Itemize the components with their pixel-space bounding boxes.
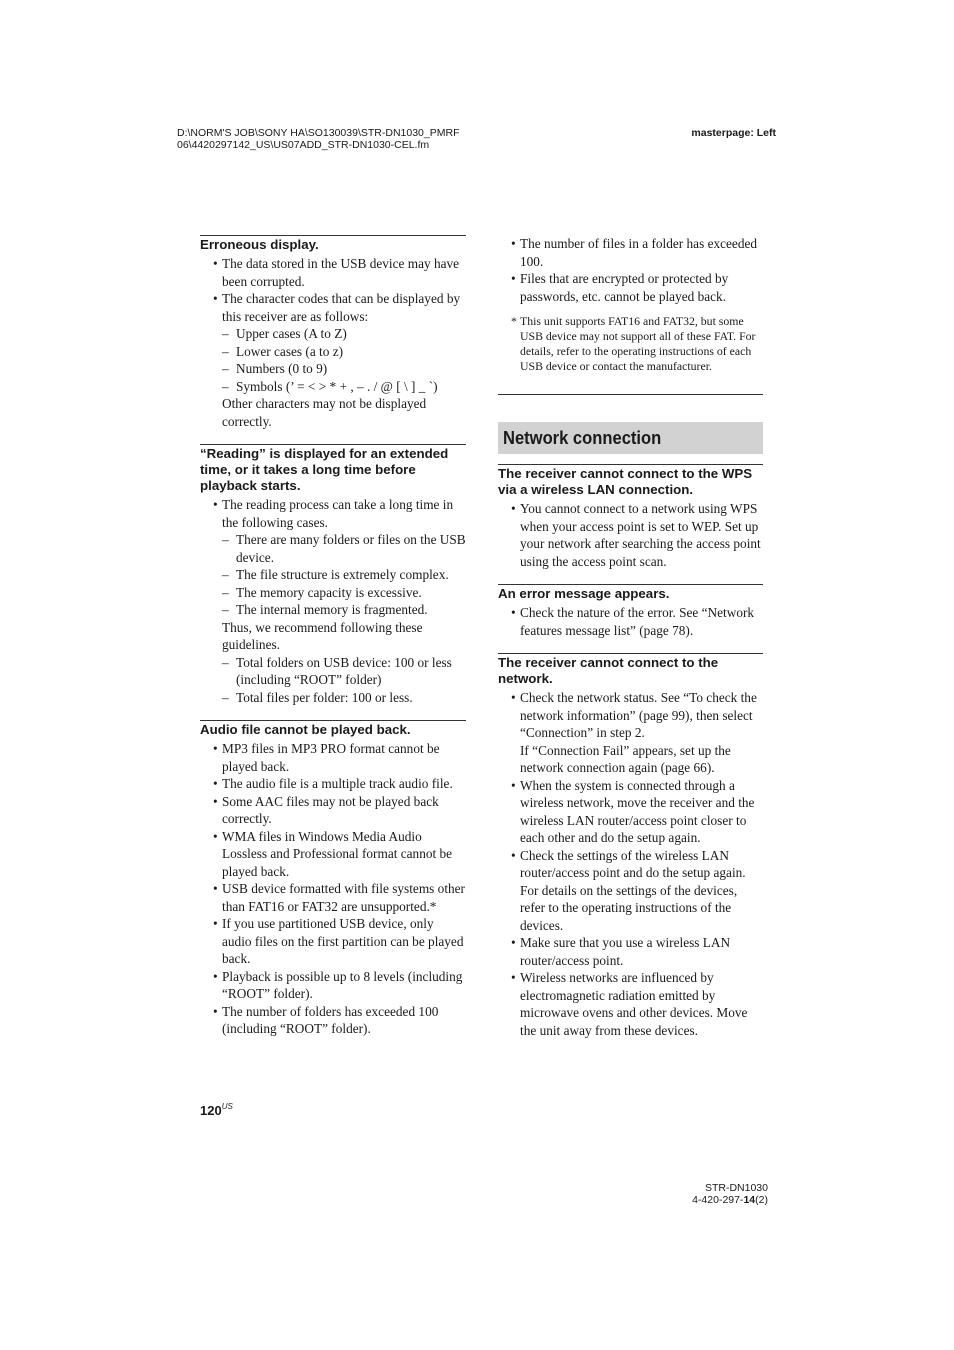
section-title: An error message appears. (498, 586, 670, 601)
model-name: STR-DN1030 (704, 1182, 768, 1194)
dash-item: – Total files per folder: 100 or less. (200, 689, 466, 707)
masterpage-label: masterpage: Left (691, 127, 776, 139)
dash-item: – Lower cases (a to z) (200, 343, 466, 361)
dash-item: – The internal memory is fragmented. (200, 601, 466, 619)
bullet-item: • When the system is connected through a wireless network, move the receiver and the wireless LAN router/access point closer to each other and do the setup again. (498, 777, 763, 847)
section-erroneous-display (200, 235, 466, 430)
section-error-message (498, 584, 763, 639)
dash-item: – Upper cases (A to Z) (200, 325, 466, 343)
part-number-revision: 14 (743, 1194, 756, 1206)
section-title: “Reading” is displayed for an extended time, or it takes a long time before playback starts. (200, 446, 449, 493)
bullet-item: • The character codes that can be displayed by this receiver are as follows: (200, 290, 466, 325)
page-number-value: 120 (200, 1103, 222, 1118)
paragraph: If “Connection Fail” appears, set up the network connection again (page 66). (520, 742, 731, 775)
bullet-item: • WMA files in Windows Media Audio Lossless and Professional format cannot be played back. (200, 828, 466, 881)
dash-item: – Total folders on USB device: 100 or less (including “ROOT” folder) (200, 654, 466, 689)
section-wps (498, 464, 763, 570)
bullet-item: • The audio file is a multiple track audio file. (200, 775, 466, 793)
file-path-line-1: D:\NORM'S JOB\SONY HA\SO130039\STR-DN1030_PMRF (177, 127, 460, 139)
part-number-suffix: (2) (755, 1194, 768, 1206)
bullet-item: • MP3 files in MP3 PRO format cannot be played back. (200, 740, 466, 775)
bullet-item: • The number of files in a folder has exceeded 100. (498, 235, 763, 270)
part-number-prefix: 4-420-297- (692, 1194, 744, 1206)
bullet-item: • Wireless networks are influenced by electromagnetic radiation emitted by microwave ovens and other devices. Move the unit away from these devices. (498, 969, 763, 1039)
section-title: Erroneous display. (200, 237, 319, 252)
audio-continued (498, 235, 763, 305)
page-number-suffix: US (221, 1102, 233, 1111)
part-number (692, 1194, 768, 1206)
network-connection-heading (498, 422, 763, 454)
dash-item: – Symbols (’ = < > * + , – . / @ [ \ ] _ `) (200, 378, 466, 396)
footnote: * This unit supports FAT16 and FAT32, but some USB device may not support all of these FAT. For details, refer to the operating instructions of each USB device or contact the manufacturer. (498, 314, 763, 374)
section-cannot-connect (498, 653, 763, 1039)
dash-item: – There are many folders or files on the USB device. (200, 531, 466, 566)
bullet-item: • If you use partitioned USB device, only audio files on the first partition can be played back. (200, 915, 466, 968)
section-title: The receiver cannot connect to the network. (498, 655, 719, 686)
document-code (692, 1182, 768, 1206)
bullet-item: • You cannot connect to a network using WPS when your access point is set to WEP. Set up your network after searching the access point using the access point scan. (498, 500, 763, 570)
bullet-item: • The number of folders has exceeded 100 (including “ROOT” folder). (200, 1003, 466, 1038)
page-number (200, 1102, 233, 1118)
bullet-item: • Make sure that you use a wireless LAN router/access point. (498, 934, 763, 969)
file-path-header (177, 127, 459, 151)
dash-item: – Numbers (0 to 9) (200, 360, 466, 378)
section-title: The receiver cannot connect to the WPS via a wireless LAN connection. (498, 466, 753, 497)
heading-text: Network connection (503, 428, 662, 448)
dash-item: – The file structure is extremely complex. (200, 566, 466, 584)
section-title: Audio file cannot be played back. (200, 722, 411, 737)
bullet-item: • Files that are encrypted or protected by passwords, etc. cannot be played back. (498, 270, 763, 305)
dash-item: – The memory capacity is excessive. (200, 584, 466, 602)
paragraph: Thus, we recommend following these guidelines. (222, 619, 423, 652)
section-audio-file (200, 720, 466, 1038)
bullet-item: • Playback is possible up to 8 levels (including “ROOT” folder). (200, 968, 466, 1003)
left-column (200, 235, 466, 1052)
paragraph: Other characters may not be displayed correctly. (222, 396, 427, 429)
bullet-item: • Some AAC files may not be played back correctly. (200, 793, 466, 828)
right-column (498, 235, 763, 1053)
bullet-item: • USB device formatted with file systems other than FAT16 or FAT32 are unsupported.* (200, 880, 466, 915)
bullet-item: • Check the network status. See “To check the network information” (page 99), then select “Connection” in step 2. (498, 689, 763, 742)
bullet-item: • Check the nature of the error. See “Network features message list” (page 78). (498, 604, 763, 639)
bullet-item: • The reading process can take a long time in the following cases. (200, 496, 466, 531)
bullet-item: • Check the settings of the wireless LAN router/access point and do the setup again. For details on the settings of the devices, refer to the operating instructions of the devices. (498, 847, 763, 935)
section-divider (498, 394, 763, 395)
section-reading-displayed (200, 444, 466, 706)
bullet-item: • The data stored in the USB device may have been corrupted. (200, 255, 466, 290)
file-path-line-2: 06\4420297142_US\US07ADD_STR-DN1030-CEL.fm (177, 139, 430, 151)
